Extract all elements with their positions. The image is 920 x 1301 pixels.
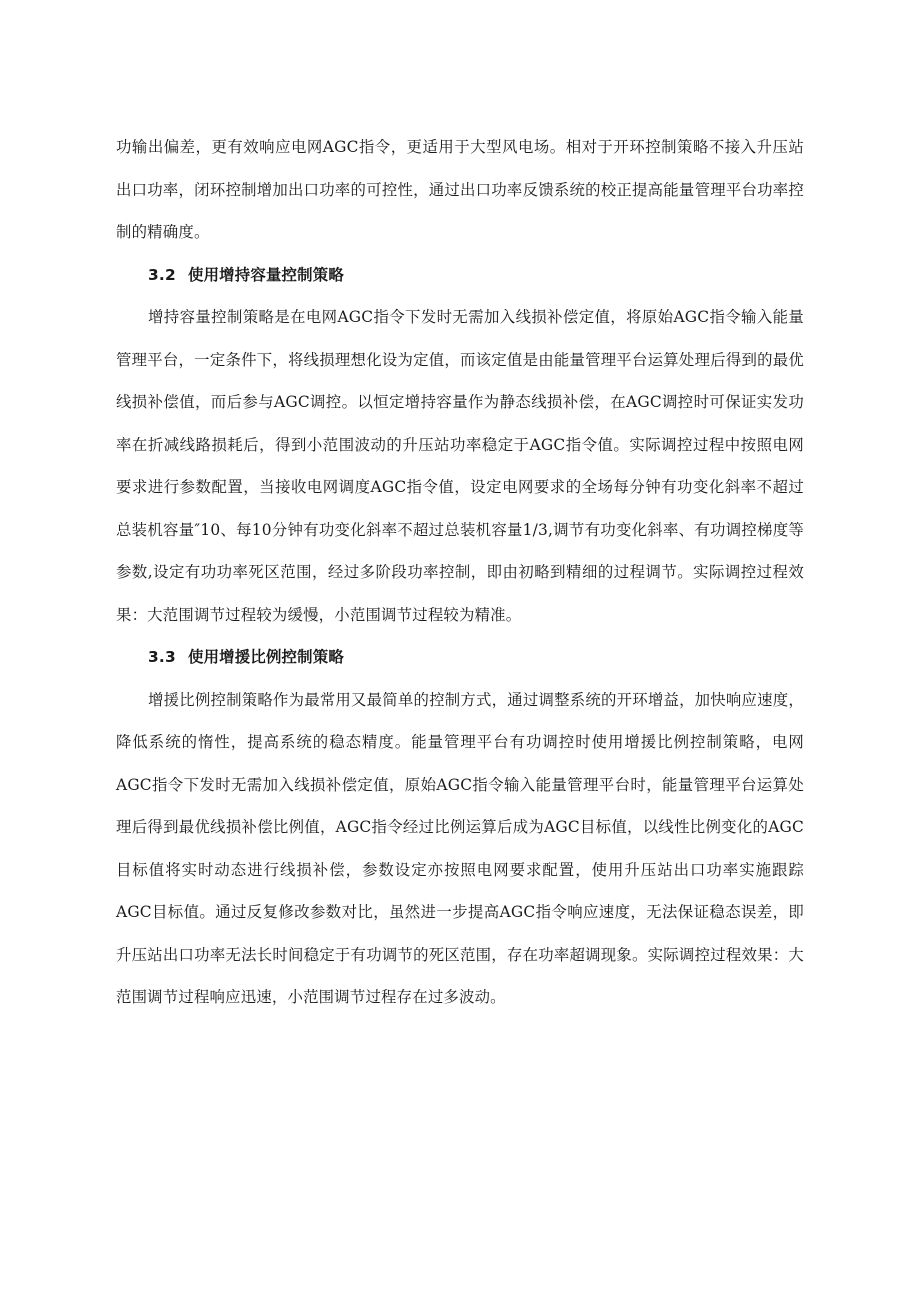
intro-paragraph: 功输出偏差，更有效响应电网AGC指令，更适用于大型风电场。相对于开环控制策略不接入升压站出口功率，闭环控制增加出口功率的可控性，通过出口功率反馈系统的校正提高能量管理平台功率控制的精确度。 — [116, 138, 804, 241]
section-title: 使用增援比例控制策略 — [188, 648, 344, 666]
section-heading-3-3 — [116, 636, 804, 679]
section-number: 3.3 — [148, 648, 176, 666]
section-number: 3.2 — [148, 265, 176, 284]
section-heading-3-2 — [116, 254, 804, 297]
section-3-2-paragraph: 增持容量控制策略是在电网AGC指令下发时无需加入线损补偿定值，将原始AGC指令输入能量管理平台，一定条件下，将线损理想化设为定值，而该定值是由能量管理平台运算处理后得到的最优线损补偿值，而后参与AGC调控。以恒定增持容量作为静态线损补偿，在AGC调控时可保证实发功率在折减线路损耗后，得到小范围波动的升压站功率稳定于AGC指令值。实际调控过程中按照电网要求进行参数配置，当接收电网调度AGC指令值，设定电网要求的全场每分钟有功变化斜率不超过总装机容量″10、每10分钟有功变化斜率不超过总装机容量1/3,调节有功变化斜率、有功调控梯度等参数,设定有功功率死区范围，经过多阶段功率控制，即由初略到精细的过程调节。实际调控过程效果：大范围调节过程较为缓慢，小范围调节过程较为精准。 — [116, 308, 804, 624]
section-3-3-paragraph: 增援比例控制策略作为最常用又最简单的控制方式，通过调整系统的开环增益，加快响应速度，降低系统的惰性，提高系统的稳态精度。能量管理平台有功调控时使用增援比例控制策略，电网AGC指令下发时无需加入线损补偿定值，原始AGC指令输入能量管理平台时，能量管理平台运算处理后得到最优线损补偿比例值，AGC指令经过比例运算后成为AGC目标值，以线性比例变化的AGC目标值将实时动态进行线损补偿，参数设定亦按照电网要求配置，使用升压站出口功率实施跟踪AGC目标值。通过反复修改参数对比，虽然进一步提高AGC指令响应速度，无法保证稳态误差，即升压站出口功率无法长时间稳定于有功调节的死区范围，存在功率超调现象。实际调控过程效果：大范围调节过程响应迅速，小范围调节过程存在过多波动。 — [116, 690, 804, 1006]
section-title: 使用增持容量控制策略 — [188, 265, 344, 284]
document-body — [116, 126, 804, 1019]
